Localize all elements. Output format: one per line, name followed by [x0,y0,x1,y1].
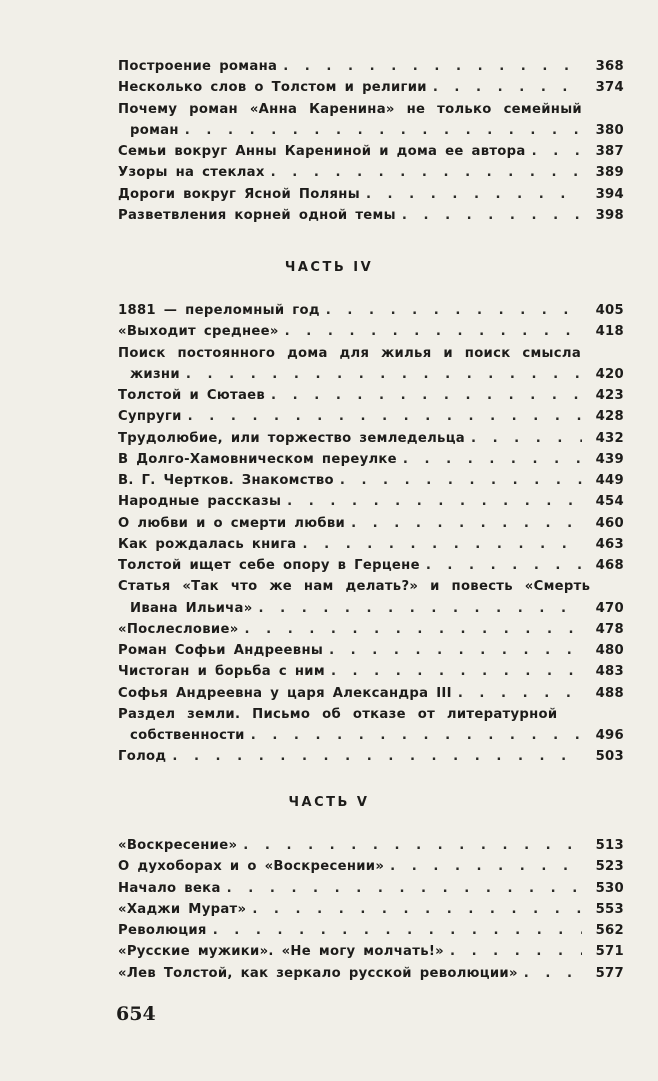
toc-entry-title: Супруги [118,409,182,425]
toc-entry [118,619,624,640]
toc-entry [118,878,624,899]
toc-entry [118,162,624,183]
dot-leader [245,619,582,640]
toc-entry-title: Поиск постоянного дома для жилья и поиск смысла [118,345,582,361]
toc-entry-page: 449 [595,473,624,488]
toc-entry-page: 368 [595,59,624,74]
dot-leader [243,835,582,856]
toc-entry [118,899,624,920]
toc-entry [118,576,624,597]
page-number: 654 [116,1003,156,1025]
toc-entry-page: 394 [595,186,624,202]
toc-entry [118,120,624,141]
toc-entry-title: Раздел земли. Письмо об отказе от литературной [118,706,558,722]
dot-leader [340,470,582,491]
dot-leader [251,725,582,746]
toc-entry-title: 1881 — переломный год [118,303,320,318]
toc-entry [118,470,624,491]
toc-entry-title: Народные рассказы [118,494,282,510]
toc-entry-title: «Послесловие» [118,621,239,637]
dot-leader [450,941,582,962]
toc-entry-page: 454 [595,494,624,510]
toc-entry-title: Почему роман «Анна Каренина» не только семейный [118,101,582,117]
toc-entry [118,300,624,321]
toc-entry-page: 553 [595,901,624,917]
toc-entry [118,141,624,162]
toc-entry-title: собственности [130,728,245,743]
dot-leader [252,899,582,920]
toc-entry [118,598,624,619]
toc-entry [118,321,624,342]
toc-entry-page: 470 [595,600,624,616]
toc-entry [118,534,624,555]
toc-entry-page: 577 [595,965,624,981]
toc-entry-page: 571 [595,944,624,960]
dot-leader [172,746,582,767]
toc-entry-title: Несколько слов о Толстом и религии [118,80,427,96]
dot-leader [402,205,582,226]
toc-entry-title: О духоборах и о «Воскресении» [118,859,385,875]
toc-entry-page: 387 [595,144,624,159]
toc-entry-title: Как рождалась книга [118,536,297,552]
dot-leader [271,162,582,183]
toc-entry-page: 513 [595,838,624,853]
dot-leader [326,300,582,321]
toc-entry [118,835,624,856]
toc-entry-page: 478 [595,621,624,637]
toc-entry-page: 562 [595,923,624,938]
toc-entry-page: 503 [595,749,624,765]
toc-entry [118,205,624,226]
toc-entry [118,343,624,364]
dot-leader [186,364,582,385]
dot-leader [351,513,582,534]
toc-entry-page: 460 [595,515,624,531]
toc-entry [118,640,624,661]
toc-entry [118,746,624,767]
toc-entry-title: Трудолюбие, или торжество земледельца [118,430,465,446]
toc-entry-page: 432 [595,430,624,446]
toc-entry-page: 468 [595,558,624,573]
toc-entry-title: Семьи вокруг Анны Карениной и дома ее автора [118,144,526,159]
dot-leader [303,534,583,555]
toc-entry [118,513,624,534]
toc-entry-title: «Хаджи Мурат» [118,901,247,917]
toc-entry-page: 480 [595,643,624,658]
toc-entry-title: Статья «Так что же нам делать?» и повесть «Смерть [118,579,591,595]
dot-leader [283,56,582,77]
toc-entry [118,491,624,512]
toc-entry-title: Роман Софьи Андреевны [118,643,324,658]
part5-heading: ЧАСТЬ V [288,795,370,810]
toc-entry [118,683,624,704]
toc-entry-page: 418 [595,324,624,340]
toc-entry [118,920,624,941]
dot-leader [433,77,582,98]
toc-entry-page: 423 [595,388,624,403]
toc-entry-page: 420 [595,366,624,382]
toc-entry [118,385,624,406]
toc-entry [118,77,624,98]
toc-entry-page: 439 [595,451,624,467]
toc-entry [118,704,624,725]
toc-entry [118,725,624,746]
dot-leader [227,878,582,899]
dot-leader [287,491,582,512]
toc-entry-title: В. Г. Чертков. Знакомство [118,473,334,488]
toc-entry-page: 398 [595,207,624,223]
toc-entry [118,661,624,682]
dot-leader [259,598,582,619]
toc-entry-page: 380 [595,122,624,138]
toc-entry-title: Толстой и Сютаев [118,388,266,403]
toc-entry [118,184,624,205]
toc-entry-page: 496 [595,728,624,743]
toc-entry-title: «Лев Толстой, как зеркало русской революции» [118,965,518,981]
dot-leader [426,555,582,576]
toc-entry [118,428,624,449]
dot-leader [331,661,582,682]
toc-entry-title: Голод [118,749,167,765]
dot-leader [390,856,582,877]
toc-entry-title: В Долго-Хамовническом переулке [118,451,397,467]
toc-entry-title: «Воскресение» [118,838,238,853]
toc-entry-title: «Русские мужики». «Не могу молчать!» [118,944,444,960]
toc-entry-title: «Выходит среднее» [118,324,279,340]
toc-entry-title: роман [130,122,179,138]
toc-entry-page: 488 [595,685,624,701]
dot-leader [329,640,582,661]
dot-leader [471,428,582,449]
toc-entry [118,963,624,984]
toc-entry-page: 405 [595,303,624,318]
dot-leader [366,184,582,205]
toc-section-part4 [118,300,624,768]
dot-leader [271,385,582,406]
toc-entry-page: 463 [595,536,624,552]
toc-entry-title: О любви и о смерти любви [118,515,346,531]
toc-entry [118,856,624,877]
toc-entry-page: 389 [595,165,624,181]
toc-entry [118,406,624,427]
dot-leader [285,321,582,342]
toc-entry-page: 523 [595,859,624,875]
toc-entry [118,56,624,77]
toc-entry-page: 530 [595,880,624,896]
toc-section-part3-end [118,56,624,226]
dot-leader [188,406,582,427]
toc-entry-title: Ивана Ильича» [130,600,253,616]
dot-leader [532,141,582,162]
toc-entry [118,364,624,385]
toc-section-part5 [118,835,624,984]
toc-entry [118,555,624,576]
toc-entry-title: Революция [118,923,207,938]
toc-entry [118,449,624,470]
toc-entry-page: 374 [595,80,624,96]
toc-entry-page: 483 [595,664,624,680]
toc-entry-title: Толстой ищет себе опору в Герцене [118,558,420,573]
toc-entry-title: Чистоган и борьба с ним [118,664,325,680]
part4-heading: ЧАСТЬ IV [284,260,374,275]
toc-entry-page: 428 [595,409,624,425]
toc-entry-title: Начало века [118,880,221,896]
toc-entry-title: жизни [130,366,180,382]
toc-entry-title: Дороги вокруг Ясной Поляны [118,186,360,202]
dot-leader [403,449,582,470]
toc-entry [118,941,624,962]
toc-entry-title: Софья Андреевна у царя Александра III [118,685,452,701]
dot-leader [458,683,582,704]
toc-entry-title: Узоры на стеклах [118,165,265,181]
toc-entry-title: Построение романа [118,59,278,74]
toc-entry [118,99,624,120]
toc-entry-title: Разветвления корней одной темы [118,207,396,223]
dot-leader [524,963,582,984]
dot-leader [185,120,582,141]
dot-leader [213,920,582,941]
